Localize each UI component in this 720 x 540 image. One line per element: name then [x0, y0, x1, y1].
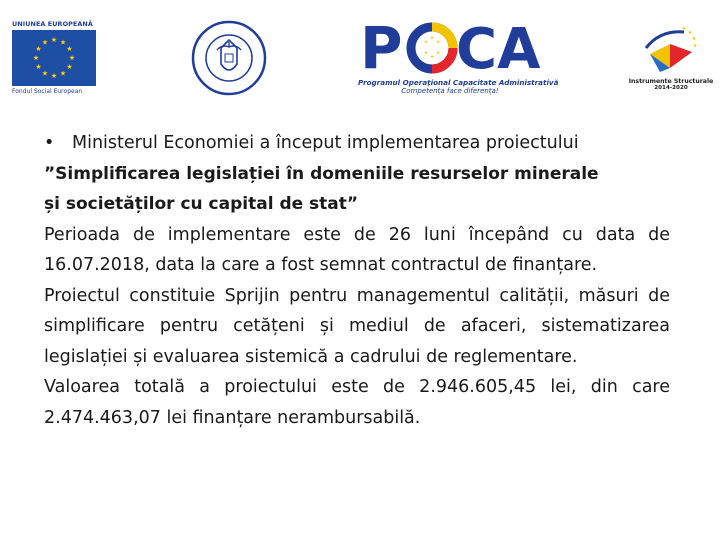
svg-text:★: ★	[687, 30, 693, 36]
project-title-line-2: și societăților cu capital de stat”	[44, 194, 359, 214]
svg-text:★: ★	[68, 54, 76, 62]
svg-text:★: ★	[423, 51, 429, 56]
svg-text:★: ★	[59, 69, 67, 78]
eu-stars-icon	[12, 30, 96, 86]
svg-text:★: ★	[41, 38, 49, 47]
bullet-icon: •	[44, 133, 55, 153]
svg-text:★: ★	[691, 36, 697, 42]
svg-text:★: ★	[66, 45, 73, 53]
svg-text:★: ★	[35, 63, 42, 71]
svg-text:★: ★	[32, 54, 40, 62]
svg-text:★: ★	[50, 36, 58, 44]
svg-text:★: ★	[429, 55, 435, 60]
poca-subtitle: Programul Operațional Capacitate Administrativă	[358, 78, 559, 87]
svg-text:★: ★	[435, 51, 441, 56]
government-seal-icon	[191, 20, 267, 96]
svg-text:★: ★	[429, 36, 435, 41]
svg-text:★: ★	[50, 72, 58, 80]
project-description	[44, 128, 670, 433]
intro-line	[44, 128, 670, 159]
structural-instruments-icon	[640, 22, 702, 74]
structural-instruments-logo	[626, 22, 716, 102]
project-scope-paragraph: Proiectul constituie Sprijin pentru managementul calității, măsuri de simplificare pentru cetățeni și mediul de afaceri, sistematizarea legislației și evaluarea sistemică a cadrului de reglementare.	[44, 285, 670, 367]
implementation-period-paragraph: Perioada de implementare este de 26 luni începând cu data de 16.07.2018, data la care a fost semnat contractul de finanțare.	[44, 224, 670, 275]
structural-instruments-years: 2014-2020	[654, 85, 688, 91]
structural-instruments-title: Instrumente Structurale	[628, 78, 714, 85]
poca-logo	[358, 18, 559, 102]
svg-text:P: P	[360, 18, 403, 74]
svg-text:★: ★	[423, 40, 429, 45]
eu-logo-top-text: UNIUNEA EUROPEANĂ	[12, 20, 93, 28]
poca-wordmark-icon	[358, 18, 542, 74]
svg-text:CA: CA	[456, 18, 541, 74]
svg-text:★: ★	[35, 45, 42, 53]
intro-text: Ministerul Economiei a început implementarea proiectului	[72, 133, 579, 153]
svg-text:★: ★	[681, 26, 687, 32]
svg-text:★: ★	[66, 63, 73, 71]
svg-text:★: ★	[692, 43, 698, 49]
eu-logo-bottom-text: Fondul Social European	[12, 88, 83, 95]
government-logo	[191, 20, 267, 96]
project-title-line-1: ”Simplificarea legislației în domeniile resurselor minerale	[44, 163, 599, 184]
eu-flag-icon	[12, 30, 96, 86]
svg-text:★: ★	[435, 40, 441, 45]
logo-header	[0, 0, 720, 110]
svg-text:★: ★	[41, 69, 49, 78]
svg-text:★: ★	[59, 38, 67, 47]
eu-logo	[12, 20, 98, 98]
poca-tagline: Competența face diferența!	[401, 87, 499, 95]
project-value-paragraph: Valoarea totală a proiectului este de 2.946.605,45 lei, din care 2.474.463,07 lei finanțare nerambursabilă.	[44, 377, 670, 428]
